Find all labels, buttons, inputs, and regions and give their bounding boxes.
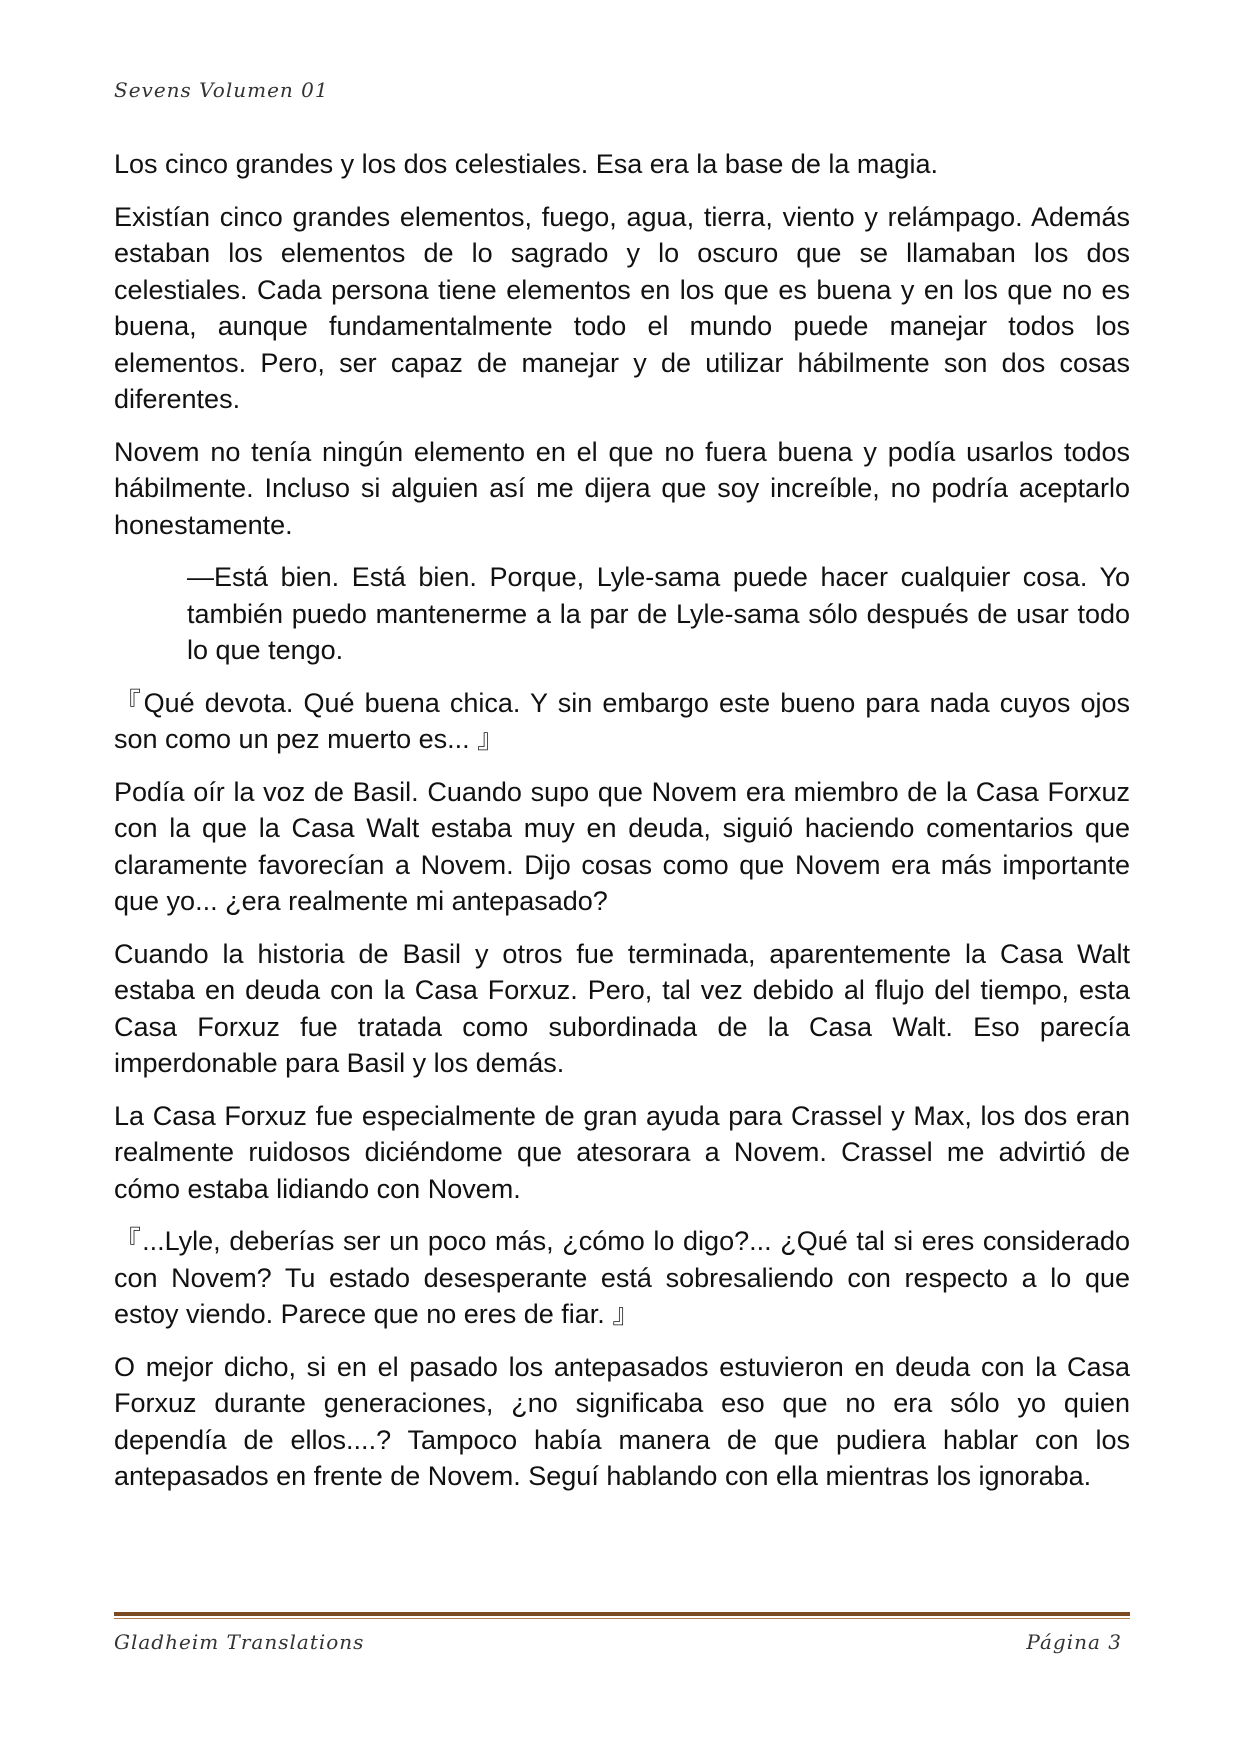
running-header: Sevens Volumen 01 xyxy=(114,78,329,102)
dialogue-paragraph: —Está bien. Está bien. Porque, Lyle-sama puede hacer cualquier cosa. Yo también puedo mantenerme a la par de Lyle-sama sólo después de usar todo lo que tengo. xyxy=(187,562,1130,665)
footer-divider-thick xyxy=(114,1612,1130,1616)
paragraph: La Casa Forxuz fue especialmente de gran ayuda para Crassel y Max, los dos eran realmente ruidosos diciéndome que atesorara a Novem. Crassel me advirtió de cómo estaba lidiando con Novem. xyxy=(114,1100,1130,1204)
footer-divider xyxy=(114,1612,1130,1620)
paragraph: Existían cinco grandes elementos, fuego, agua, tierra, viento y relámpago. Además estaban los elementos de lo sagrado y lo oscuro que se llamaban los dos celestiales. Cada persona tiene elementos en los que es buena y en los que no es buena, aunque fundamentalmente todo el mundo puede manejar todos los elementos. Pero, ser capaz de manejar y de utilizar hábilmente son dos cosas diferentes. xyxy=(114,201,1130,414)
paragraph: Los cinco grandes y los dos celestiales. Esa era la base de la magia. xyxy=(114,149,938,179)
footer-divider-thin xyxy=(114,1618,1130,1619)
page-number: Página 3 xyxy=(1026,1630,1122,1654)
paragraph: Podía oír la voz de Basil. Cuando supo que Novem era miembro de la Casa Forxuz con la que la Casa Walt estaba muy en deuda, siguió haciendo comentarios que claramente favorecían a Novem. Dijo cosas como que Novem era más importante que yo... ¿era realmente mi antepasado? xyxy=(114,776,1130,916)
paragraph: O mejor dicho, si en el pasado los antepasados estuvieron en deuda con la Casa Forxuz durante generaciones, ¿no significaba eso que no era sólo yo quien dependía de ellos....? Tampoco había manera de que pudiera hablar con los antepasados en frente de Novem. Seguí hablando con ella mientras los ignoraba. xyxy=(114,1351,1130,1491)
quoted-paragraph: 『Qué devota. Qué buena chica. Y sin embargo este bueno para nada cuyos ojos son como un pez muerto es... 』 xyxy=(114,687,1130,754)
quoted-paragraph: 『...Lyle, deberías ser un poco más, ¿cómo lo digo?... ¿Qué tal si eres considerado con Novem? Tu estado desesperante está sobresaliendo con respecto a lo que estoy viendo. Parece que no eres de fiar. 』 xyxy=(114,1226,1130,1329)
body-text xyxy=(114,146,1130,1511)
paragraph: Novem no tenía ningún elemento en el que no fuera buena y podía usarlos todos hábilmente. Incluso si alguien así me dijera que soy increíble, no podría aceptarlo honestamente. xyxy=(114,436,1130,540)
footer-credit: Gladheim Translations xyxy=(114,1630,365,1654)
paragraph: Cuando la historia de Basil y otros fue terminada, aparentemente la Casa Walt estaba en deuda con la Casa Forxuz. Pero, tal vez debido al flujo del tiempo, esta Casa Forxuz fue tratada como subordinada de la Casa Walt. Eso parecía imperdonable para Basil y los demás. xyxy=(114,938,1130,1078)
